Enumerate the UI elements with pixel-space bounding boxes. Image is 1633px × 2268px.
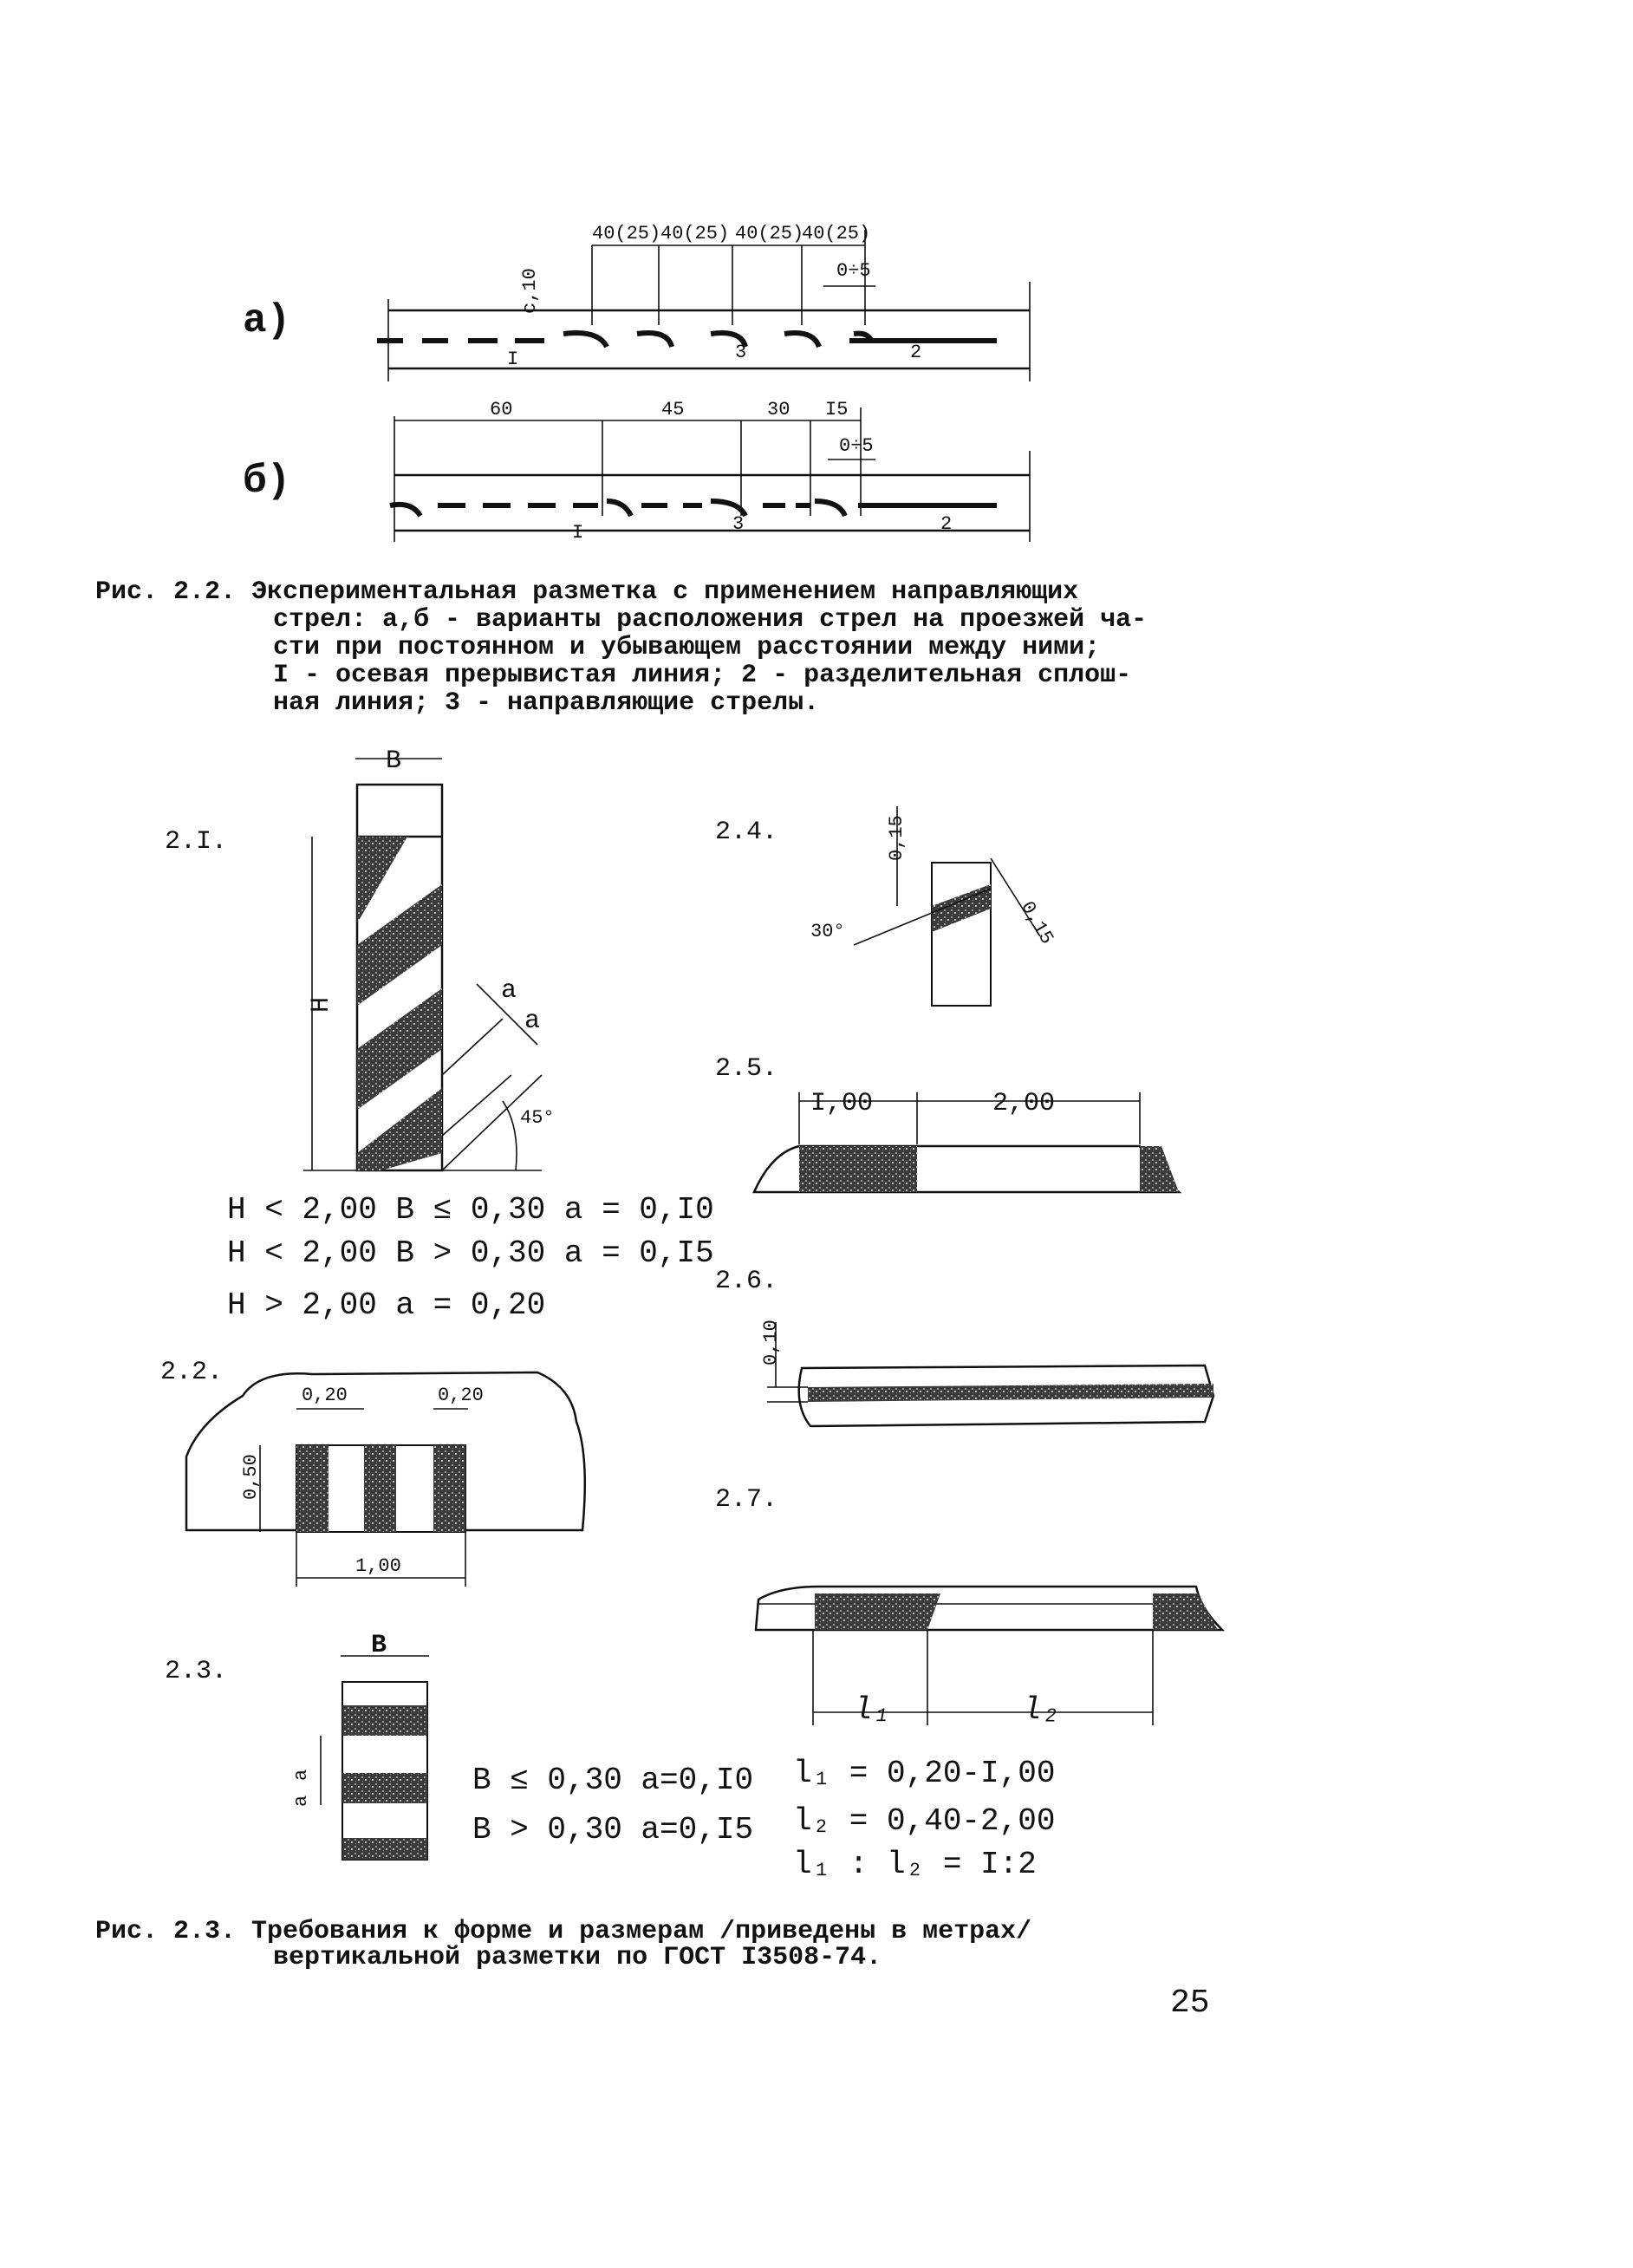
- title-2-5: 2.5.: [715, 1054, 778, 1084]
- dim-2-4-top: 0,15: [886, 815, 908, 861]
- formula-2-7-line-3: l₁ : l₂ = I:2: [793, 1847, 1037, 1882]
- figure-2-2: [95, 223, 1147, 718]
- angle-2-4: 30°: [810, 921, 845, 942]
- dim-2-4-side: 0,15: [1016, 897, 1058, 948]
- label-variant-a: а): [243, 298, 291, 343]
- dim-2-2-top-right: 0,20: [438, 1385, 484, 1406]
- dim-2-2-width: 1,00: [355, 1555, 401, 1577]
- caption-2-2-line-5: ная линия; 3 - направляющие стрелы.: [273, 688, 820, 718]
- num-b-3: 3: [732, 513, 745, 535]
- num-b-1: I: [572, 522, 584, 544]
- dim-a-range: 0÷5: [836, 260, 871, 282]
- title-2-7: 2.7.: [715, 1485, 778, 1515]
- dim-2-5-left: I,00: [810, 1089, 874, 1118]
- section-2-3: [165, 1631, 753, 1860]
- dim-a-4: 40(25): [802, 223, 871, 244]
- title-2-1: 2.I.: [165, 827, 228, 857]
- title-2-3: 2.3.: [165, 1657, 228, 1686]
- dim-2-6-height: 0,10: [760, 1320, 782, 1365]
- formula-2-7-line-2: l₂ = 0,40-2,00: [793, 1803, 1056, 1839]
- dim-2-5-right: 2,00: [992, 1089, 1056, 1118]
- formula-2-3-line-2: B > 0,30 a=0,I5: [472, 1812, 754, 1848]
- dim-a-2: 40(25): [660, 223, 730, 244]
- formula-2-1-line-1: H < 2,00 B ≤ 0,30 a = 0,I0: [227, 1192, 714, 1228]
- title-2-6: 2.6.: [715, 1267, 778, 1296]
- section-2-4: [715, 806, 1057, 1006]
- dim-2-2-height: 0,50: [240, 1454, 262, 1500]
- caption-2-2-line-4: I - осевая прерывистая линия; 2 - разделительная сплош-: [273, 661, 1132, 690]
- diagram-row-a: [377, 223, 1030, 381]
- dim-b-1: 60: [490, 399, 513, 420]
- section-2-7: [715, 1485, 1222, 1882]
- dim-2-1-a2: a: [524, 1007, 541, 1036]
- title-2-2: 2.2.: [160, 1358, 224, 1387]
- page-number: 25: [1170, 1984, 1210, 2022]
- dim-b-range: 0÷5: [839, 435, 874, 457]
- dim-2-1-a1: a: [501, 976, 517, 1006]
- caption-fig-2-2: [95, 577, 1147, 718]
- formula-2-1-line-3: H > 2,00 a = 0,20: [227, 1287, 546, 1323]
- dim-2-3-a2: a: [290, 1795, 312, 1807]
- diagram-row-b: [390, 399, 1030, 544]
- dim-2-3-a: a: [290, 1769, 312, 1781]
- dim-a-c: с,10: [519, 268, 541, 314]
- dim-b-2: 45: [661, 399, 685, 420]
- caption-2-2-line-2: стрел: а,б - варианты расположения стрел на проезжей ча-: [273, 605, 1148, 635]
- formula-2-7-line-1: l₁ = 0,20-I,00: [793, 1756, 1056, 1791]
- formula-2-1-line-2: H < 2,00 B > 0,30 a = 0,I5: [227, 1235, 714, 1271]
- section-2-2: [160, 1358, 585, 1587]
- section-2-6: [715, 1267, 1213, 1426]
- angle-2-1: 45°: [520, 1107, 555, 1129]
- dim-a-1: 40(25): [592, 223, 661, 244]
- label-variant-b: б): [243, 459, 291, 504]
- num-a-1: I: [507, 349, 519, 370]
- num-a-3: 3: [735, 342, 747, 363]
- dim-2-2-top-left: 0,20: [302, 1385, 348, 1406]
- caption-2-2-line-3: сти при постоянном и убывающем расстоянии между ними;: [273, 633, 1101, 662]
- num-a-2: 2: [910, 342, 922, 363]
- dim-b-3: 30: [767, 399, 790, 420]
- title-2-4: 2.4.: [715, 818, 778, 847]
- section-2-1: [165, 746, 714, 1323]
- caption-2-2-line-1: Рис. 2.2. Экспериментальная разметка с применением направляющих: [95, 577, 1079, 607]
- section-2-5: [715, 1054, 1179, 1192]
- dim-2-3-b: B: [371, 1631, 387, 1660]
- dim-b-4: I5: [825, 399, 849, 420]
- dim-a-3: 40(25): [735, 223, 804, 244]
- formula-2-3-line-1: B ≤ 0,30 a=0,I0: [472, 1763, 754, 1798]
- caption-fig-2-3: [95, 1917, 1031, 1972]
- caption-2-3-line-1: Рис. 2.3. Требования к форме и размерам /приведены в метрах/: [95, 1917, 1032, 1946]
- caption-2-3-line-2: вертикальной разметки по ГОСТ I3508-74.: [273, 1943, 882, 1972]
- dim-2-1-b: B: [386, 746, 402, 776]
- num-b-2: 2: [940, 513, 953, 535]
- dim-2-7-l1: l₁: [854, 1692, 892, 1728]
- dim-2-7-l2: l₂: [1023, 1692, 1061, 1728]
- dim-2-1-h: H: [307, 996, 336, 1013]
